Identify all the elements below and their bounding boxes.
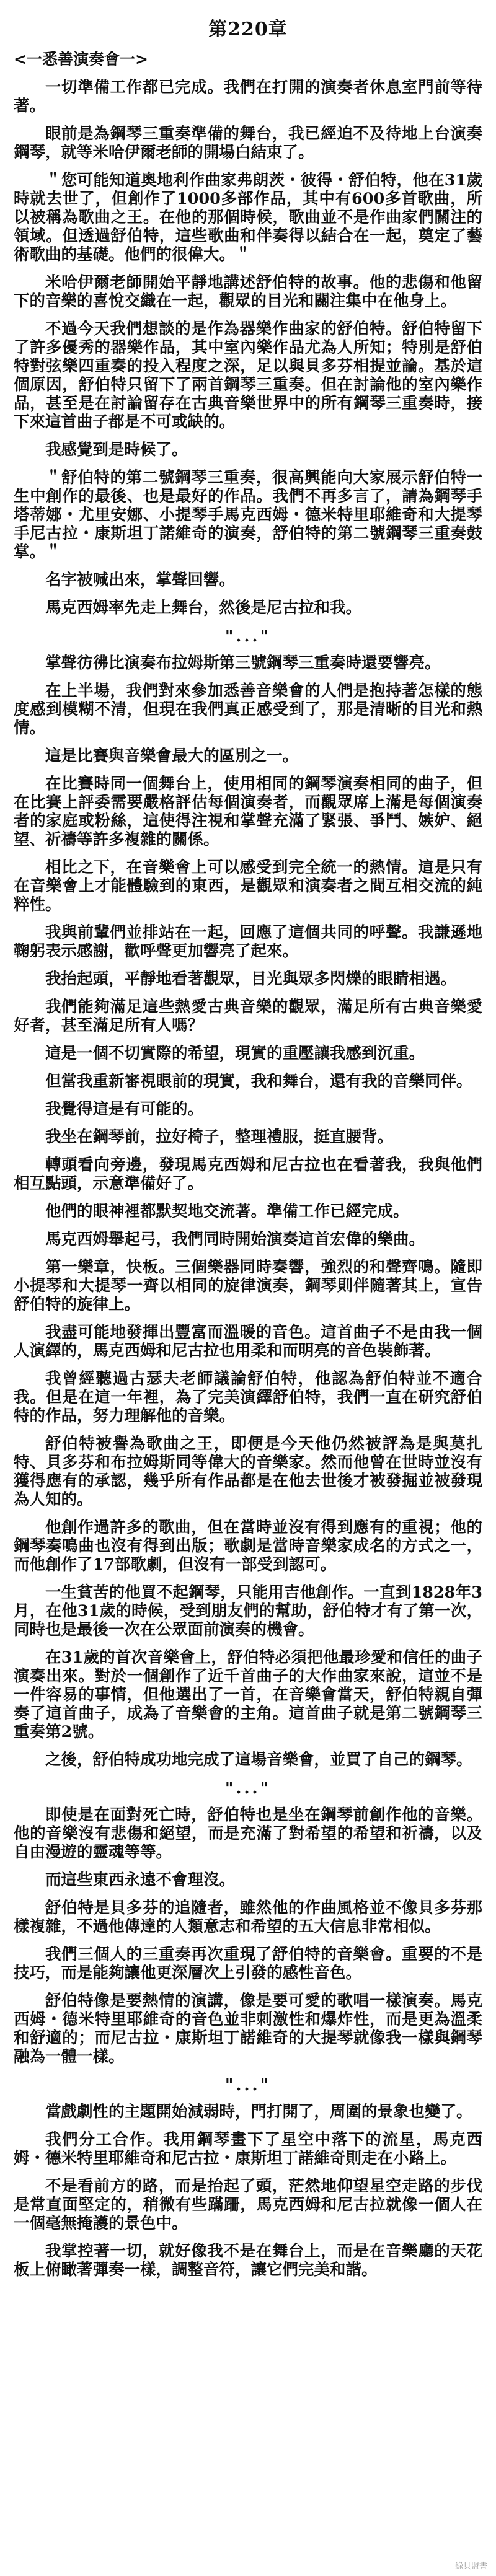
paragraph: 但當我重新審視眼前的現實，我和舞台，還有我的音樂同伴。 xyxy=(45,1072,472,1091)
paragraph: 舒伯特被譽為歌曲之王，即便是今天他仍然被評為是與莫扎特、貝多芬和布拉姆斯同等偉大的音樂家。然而他曾在世時並沒有獲得應有的承認，幾乎所有作品都是在他去世後才被發掘並被發現為人知的。 xyxy=(14,1435,482,1509)
section-separator: "..." xyxy=(224,1779,272,1798)
paragraph: 我抬起頭，平靜地看著觀眾，目光與眾多閃爍的眼睛相遇。 xyxy=(45,970,457,988)
paragraph: 不是看前方的路，而是抬起了頭，茫然地仰望星空走路的步伐是常直面堅定的，稍微有些蹣跚，馬克西姆和尼古拉就像一個人在一個毫無掩護的景色中。 xyxy=(14,2177,482,2233)
chapter-title: 第220章 xyxy=(208,19,288,40)
paragraph: 我掌控著一切，就好像我不是在舞台上，而是在音樂廳的天花板上俯瞰著彈奏一樣，調整音符，讓它們完美和諧。 xyxy=(14,2242,482,2279)
paragraph: 我們能夠滿足這些熱愛古典音樂的觀眾，滿足所有古典音樂愛好者，甚至滿足所有人嗎？ xyxy=(14,998,482,1035)
paragraph: 我們三個人的三重奏再次重現了舒伯特的音樂會。重要的不是技巧，而是能夠讓他更深層次上引發的感性音色。 xyxy=(14,1945,482,1982)
paragraph: ＂舒伯特的第二號鋼琴三重奏，很高興能向大家展示舒伯特一生中創作的最後、也是最好的作品。我們不再多言了，請為鋼琴手塔蒂娜・尤里安娜、小提琴手馬克西姆・德米特里耶維奇和大提琴手尼古拉・康斯坦丁諾維奇的演奏，舒伯特的第二號鋼琴三重奏鼓掌。＂ xyxy=(14,468,482,561)
chapter-body xyxy=(14,78,482,2279)
paragraph: 在31歲的首次音樂會上，舒伯特必須把他最珍愛和信任的曲子演奏出來。對於一個創作了近千首曲子的大作曲家來說，這並不是一件容易的事情，但他選出了一首，在音樂會當天，舒伯特親自彈奏了這首曲子，成為了音樂會的主角。這首曲子就是第二號鋼琴三重奏第2號。 xyxy=(14,1648,482,1741)
paragraph: ＂您可能知道奧地利作曲家弗朗茨・彼得・舒伯特，他在31歲時就去世了，但創作了1000多部作品，其中有600多首歌曲，所以被稱為歌曲之王。在他的那個時候，歌曲並不是作曲家們關注的領域。但透過舒伯特，這些歌曲和伴奏得以結合在一起，奠定了藝術歌曲的基礎。他們的很偉大。＂ xyxy=(14,171,482,264)
paragraph: 即使是在面對死亡時，舒伯特也是坐在鋼琴前創作他的音樂。他的音樂沒有悲傷和絕望，而是充滿了對希望的希望和祈禱，以及自由漫遊的靈魂等等。 xyxy=(14,1806,482,1862)
paragraph: 相比之下，在音樂會上可以感受到完全統一的熱情。這是只有在音樂會上才能體驗到的東西，是觀眾和演奏者之間互相交流的純粹性。 xyxy=(14,858,482,914)
paragraph: 而這些東西永遠不會理沒。 xyxy=(45,1871,236,1889)
paragraph: 在比賽時同一個舞台上，使用相同的鋼琴演奏相同的曲子，但在比賽上評委需要嚴格評估每個演奏者，而觀眾席上滿是每個演奏者的家庭或粉絲，這使得注視和掌聲充滿了緊張、爭鬥、嫉妒、絕望、祈禱等許多複雜的關係。 xyxy=(14,775,482,849)
paragraph: 舒伯特是貝多芬的追隨者，雖然他的作曲風格並不像貝多芬那樣複雜，不過他傳達的人類意志和希望的五大信息非常相似。 xyxy=(14,1899,482,1936)
watermark: 綠貝盟書 xyxy=(454,2562,487,2571)
paragraph: 我與前輩們並排站在一起，回應了這個共同的呼聲。我謙遜地鞠躬表示感謝，歡呼聲更加響亮了起來。 xyxy=(14,923,482,961)
paragraph: 他們的眼神裡都默契地交流著。準備工作已經完成。 xyxy=(45,1202,409,1221)
paragraph: 我盡可能地發揮出豐富而溫暖的音色。這首曲子不是由我一個人演繹的，馬克西姆和尼古拉也用柔和而明亮的音色裝飾著。 xyxy=(14,1323,482,1360)
paragraph: 掌聲彷彿比演奏布拉姆斯第三號鋼琴三重奏時還要響亮。 xyxy=(45,654,441,672)
paragraph: 舒伯特像是要熱情的演講，像是要可愛的歌唱一樣演奏。馬克西姆・德米特里耶維奇的音色並非刺激性和爆炸性，而是更為溫柔和舒適的；而尼古拉・康斯坦丁諾維奇的大提琴就像我一樣與鋼琴融為一體一樣。 xyxy=(14,1992,482,2066)
paragraph: 之後，舒伯特成功地完成了這場音樂會，並買了自己的鋼琴。 xyxy=(45,1751,472,1769)
paragraph: 米哈伊爾老師開始平靜地講述舒伯特的故事。他的悲傷和他留下的音樂的喜悅交織在一起，觀眾的目光和關注集中在他身上。 xyxy=(14,273,482,310)
section-separator: "..." xyxy=(224,2076,272,2095)
paragraph: 不過今天我們想談的是作為器樂作曲家的舒伯特。舒伯特留下了許多優秀的器樂作品，其中室內樂作品尤為人所知；特別是舒伯特對弦樂四重奏的投入程度之深，足以與貝多芬相提並論。基於這個原因，舒伯特只留下了兩首鋼琴三重奏。但在討論他的室內樂作品，甚至是在討論留存在古典音樂世界中的所有鋼琴三重奏時，接下來這首曲子都是不可或缺的。 xyxy=(14,320,482,431)
paragraph: 我覺得這是有可能的。 xyxy=(45,1100,204,1119)
paragraph: 我們分工合作。我用鋼琴畫下了星空中落下的流星，馬克西姆・德米特里耶維奇和尼古拉・康斯坦丁諾維奇則走在小路上。 xyxy=(14,2130,482,2168)
paragraph: 這是比賽與音樂會最大的區別之一。 xyxy=(45,747,299,765)
section-title: <一悉善演奏會一> xyxy=(14,50,148,68)
paragraph: 我曾經聽過古瑟夫老師議論舒伯特，他認為舒伯特並不適合我。但是在這一年裡，為了完美演繹舒伯特，我們一直在研究舒伯特的作品，努力理解他的音樂。 xyxy=(14,1369,482,1425)
paragraph: 名字被喊出來，掌聲回響。 xyxy=(45,571,236,589)
paragraph: 他創作過許多的歌曲，但在當時並沒有得到應有的重視；他的鋼琴奏鳴曲也沒有得到出版；歌劇是當時音樂家成名的方式之一，而他創作了17部歌劇，但沒有一部受到認可。 xyxy=(14,1518,482,1574)
paragraph: 一切準備工作都已完成。我們在打開的演奏者休息室門前等待著。 xyxy=(14,78,482,115)
paragraph: 眼前是為鋼琴三重奏準備的舞台，我已經迫不及待地上台演奏鋼琴，就等米哈伊爾老師的開場白結束了。 xyxy=(14,125,482,162)
paragraph: 馬克西姆舉起弓，我們同時開始演奏這首宏偉的樂曲。 xyxy=(45,1230,425,1249)
paragraph: 當戲劇性的主題開始減弱時，門打開了，周圍的景象也變了。 xyxy=(45,2103,472,2121)
paragraph: 轉頭看向旁邊，發現馬克西姆和尼古拉也在看著我，我與他們相互點頭，示意準備好了。 xyxy=(14,1156,482,1193)
paragraph: 第一樂章，快板。三個樂器同時奏響，強烈的和聲齊鳴。隨即小提琴和大提琴一齊以相同的旋律演奏，鋼琴則伴隨著其上，宣告舒伯特的旋律上。 xyxy=(14,1258,482,1314)
paragraph: 這是一個不切實際的希望，現實的重壓讓我感到沉重。 xyxy=(45,1044,425,1063)
paragraph: 一生貧苦的他買不起鋼琴，只能用吉他創作。一直到1828年3月，在他31歲的時候，受到朋友們的幫助，舒伯特才有了第一次，同時也是最後一次在公眾面前演奏的機會。 xyxy=(14,1583,482,1639)
paragraph: 我感覺到是時候了。 xyxy=(45,441,188,459)
paragraph: 在上半場，我們對來參加悉善音樂會的人們是抱持著怎樣的態度感到模糊不清，但現在我們真正感受到了，那是清晰的目光和熱情。 xyxy=(14,682,482,737)
paragraph: 我坐在鋼琴前，拉好椅子，整理禮服，挺直腰背。 xyxy=(45,1128,394,1146)
paragraph: 馬克西姆率先走上舞台，然後是尼古拉和我。 xyxy=(45,599,362,617)
section-separator: "..." xyxy=(224,627,272,646)
